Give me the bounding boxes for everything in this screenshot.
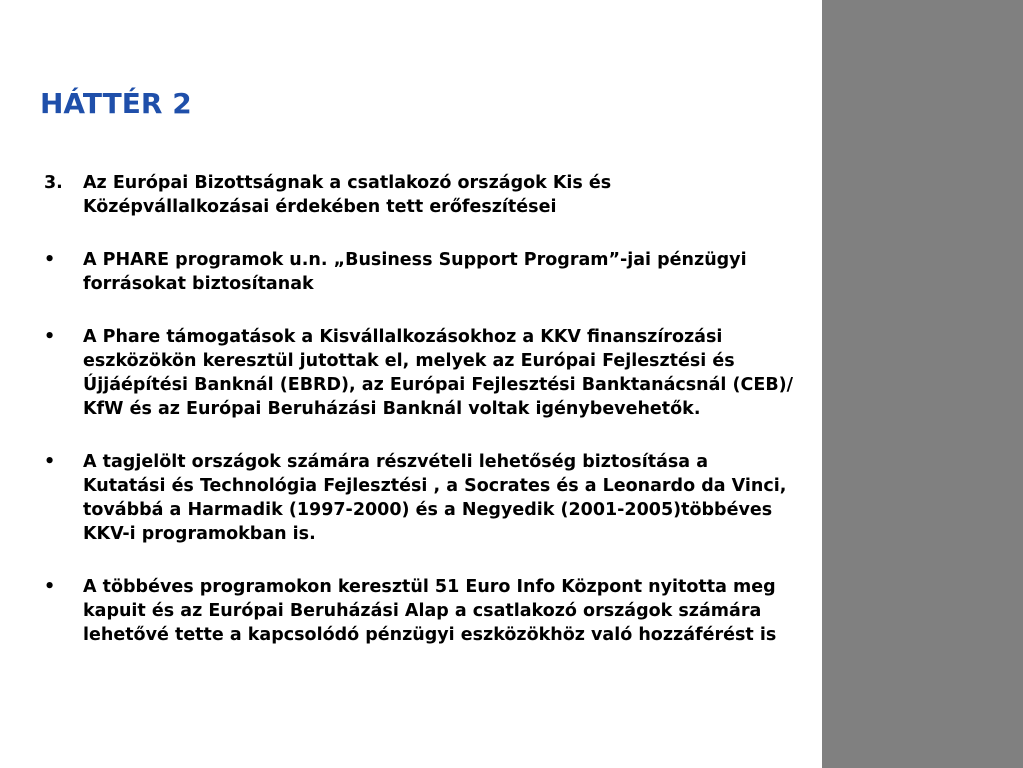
bullet-icon: •	[44, 452, 56, 472]
list-item-text: A PHARE programok u.n. „Business Support Program”-jai pénzügyi forrásokat biztosítanak	[83, 250, 747, 294]
list-item-text: A Phare támogatások a Kisvállalkozásokhoz a KKV finanszírozási eszközökön keresztül jutottak el, melyek az Európai Fejlesztési és Újjáépítési Banknál (EBRD), az Európai Fejlesztési Banktanácsnál (CEB)/ KfW és az Európai Beruházási Banknál voltak igénybevehetők.	[83, 327, 794, 419]
bullet-list	[44, 171, 796, 676]
list-item	[44, 248, 796, 296]
list-item-text: A tagjelölt országok számára részvételi lehetőség biztosítása a Kutatási és Technológia Fejlesztési , a Socrates és a Leonardo da Vinci, továbbá a Harmadik (1997-2000) és a Negyedik (2001-2005)többéves KKV-i programokban is.	[83, 452, 787, 544]
bullet-icon: •	[44, 577, 56, 597]
list-item	[44, 450, 796, 546]
list-item	[44, 325, 796, 421]
list-number-marker: 3.	[44, 173, 63, 193]
list-item	[44, 171, 796, 219]
bullet-icon: •	[44, 327, 56, 347]
list-item-text: Az Európai Bizottságnak a csatlakozó országok Kis és Középvállalkozásai érdekében tett erőfeszítései	[83, 173, 612, 217]
side-panel	[822, 0, 1023, 768]
bullet-icon: •	[44, 250, 56, 270]
list-item	[44, 575, 796, 647]
slide-title: HÁTTÉR 2	[40, 87, 192, 120]
list-item-text: A többéves programokon keresztül 51 Euro Info Központ nyitotta meg kapuit és az Európai Beruházási Alap a csatlakozó országok számára lehetővé tette a kapcsolódó pénzügyi eszközökhöz való hozzáférést is	[83, 577, 777, 645]
